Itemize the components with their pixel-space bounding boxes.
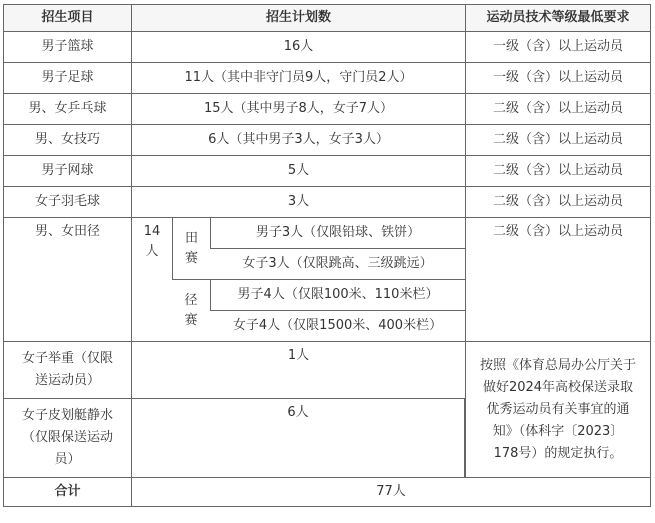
row-item: 女子羽毛球 (3, 186, 131, 217)
kayak-item-line1: 女子皮划艇静水 (21, 408, 113, 423)
track-events-label (172, 279, 210, 341)
field-men: 男子3人（仅限铅球、铁饼） (210, 218, 465, 248)
track-women: 女子4人（仅限1500米、400米栏） (210, 310, 465, 341)
table-row (3, 93, 651, 124)
kayak-item (3, 398, 131, 477)
row-requirement: 二级（含）以上运动员 (465, 124, 651, 155)
total-value: 77人 (131, 477, 651, 507)
track-total-number: 14 (143, 224, 161, 239)
row-item: 男子足球 (3, 62, 131, 93)
row-requirement: 一级（含）以上运动员 (465, 31, 651, 62)
header-item: 招生项目 (3, 4, 131, 31)
track-total (132, 218, 172, 341)
field-women: 女子3人（仅限跳高、三级跳远） (210, 248, 465, 279)
table-row (3, 62, 651, 93)
field-label-1: 田 (184, 230, 198, 246)
row-item: 男、女乒乓球 (3, 93, 131, 124)
total-label: 合计 (3, 477, 131, 507)
row-requirement: 二级（含）以上运动员 (465, 93, 651, 124)
row-plan: 5人 (131, 155, 465, 186)
table-header-row (3, 4, 651, 31)
track-total-unit: 人 (145, 244, 159, 259)
weightlifting-row (3, 341, 651, 398)
row-requirement: 一级（含）以上运动员 (465, 62, 651, 93)
track-label-2: 赛 (184, 312, 198, 328)
policy-line-5: 178号）的规定执行。 (493, 445, 623, 461)
table-row (3, 124, 651, 155)
weightlifting-item-line1: 女子举重（仅限 (21, 351, 113, 366)
policy-note (465, 341, 651, 477)
track-requirement: 二级（含）以上运动员 (465, 217, 651, 341)
table-row (3, 155, 651, 186)
row-item: 男子网球 (3, 155, 131, 186)
policy-line-3: 优秀运动员有关事宜的通 (486, 401, 630, 417)
header-requirement: 运动员技术等级最低要求 (465, 4, 651, 31)
header-plan: 招生计划数 (131, 4, 465, 31)
track-men: 男子4人（仅限100米、110米栏） (210, 279, 465, 310)
track-plan (131, 217, 465, 341)
row-requirement: 二级（含）以上运动员 (465, 155, 651, 186)
weightlifting-item-line2: 送运动员） (34, 373, 100, 388)
track-label-1: 径 (184, 292, 198, 308)
row-requirement: 二级（含）以上运动员 (465, 186, 651, 217)
policy-line-4: 知》（体科字〔2023〕 (492, 423, 624, 439)
total-row (3, 477, 651, 507)
enrollment-table (3, 4, 651, 507)
track-item: 男、女田径 (3, 217, 131, 341)
row-plan: 11人（其中非守门员9人，守门员2人） (131, 62, 465, 93)
track-row (3, 217, 651, 341)
field-label-2: 赛 (184, 250, 198, 266)
row-plan: 3人 (131, 186, 465, 217)
weightlifting-plan: 1人 (131, 341, 465, 398)
table-row (3, 31, 651, 62)
kayak-item-line2: （仅限保送运动 (21, 430, 113, 445)
kayak-item-line3: 员） (54, 452, 81, 467)
row-plan: 16人 (131, 31, 465, 62)
field-events-label (172, 218, 210, 279)
track-breakdown (132, 218, 465, 341)
policy-line-2: 做好2024年高校保送录取 (482, 379, 634, 395)
table-row (3, 186, 651, 217)
row-item: 男、女技巧 (3, 124, 131, 155)
row-plan: 15人（其中男子8人，女子7人） (131, 93, 465, 124)
row-item: 男子篮球 (3, 31, 131, 62)
weightlifting-item (3, 341, 131, 398)
row-plan: 6人（其中男子3人，女子3人） (131, 124, 465, 155)
kayak-plan: 6人 (131, 398, 465, 477)
policy-line-1: 按照《体育总局办公厅关于 (479, 357, 636, 373)
